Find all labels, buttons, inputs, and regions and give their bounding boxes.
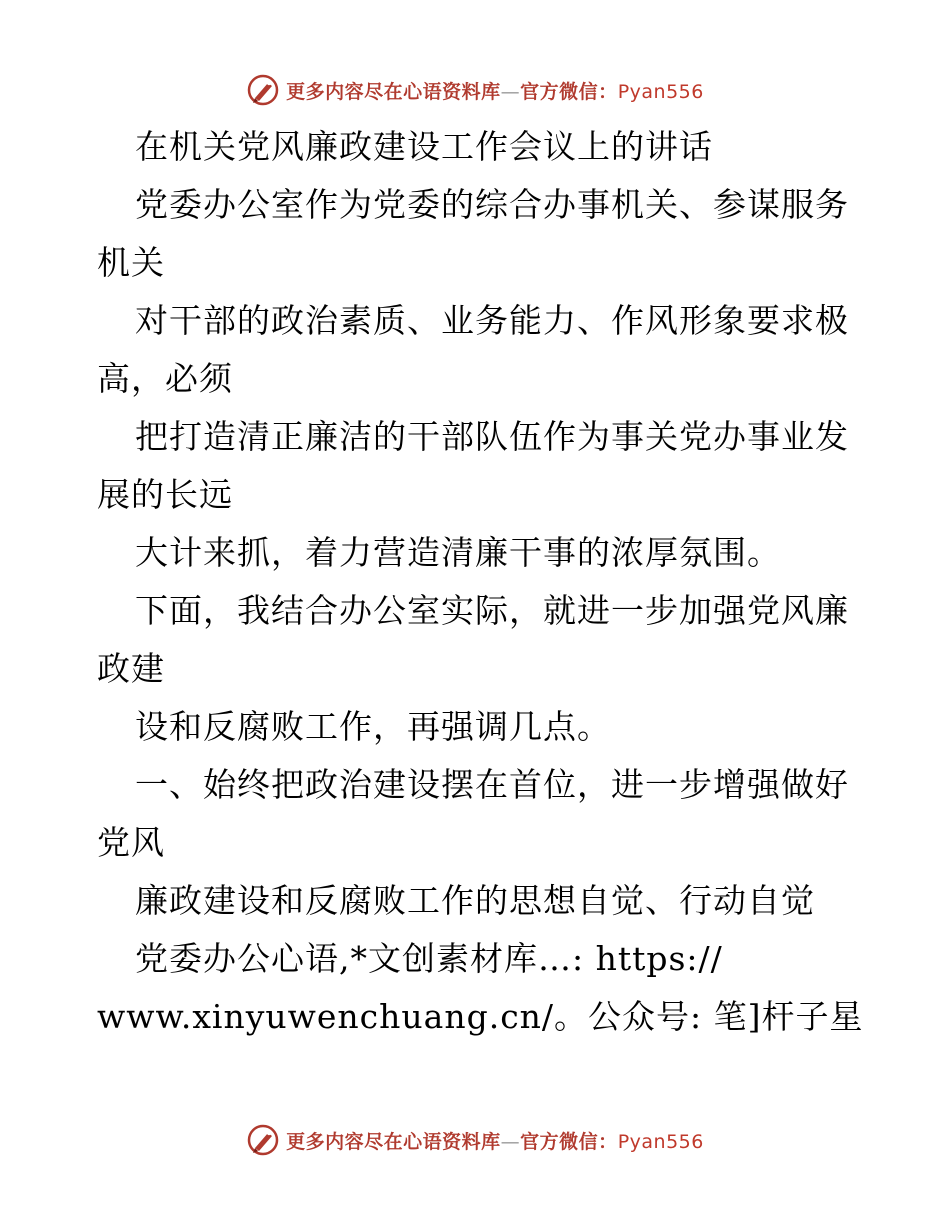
document-line: 把打造清正廉洁的干部队伍作为事关党办事业发 bbox=[135, 417, 849, 456]
header-wechat-label: 官方微信： bbox=[520, 80, 618, 103]
document-line: 大计来抓，着力营造清廉干事的浓厚氛围。 bbox=[135, 533, 781, 572]
document-line: 在机关党风廉政建设工作会议上的讲话 bbox=[135, 127, 713, 166]
document-body bbox=[97, 118, 864, 1046]
footer-banner-text bbox=[286, 1127, 704, 1154]
document-text bbox=[97, 118, 864, 1046]
document-line: 党委办公室作为党委的综合办事机关、参谋服务 bbox=[135, 185, 849, 224]
document-line: 机关 bbox=[97, 243, 165, 282]
footer-banner-inner bbox=[246, 1123, 704, 1157]
document-line: 党风 bbox=[97, 823, 165, 862]
header-watermark-banner bbox=[0, 70, 950, 110]
header-separator: — bbox=[500, 80, 521, 103]
footer-wechat-id: Pyan556 bbox=[617, 1130, 704, 1153]
document-line: 一、始终把政治建设摆在首位，进一步增强做好 bbox=[135, 765, 849, 804]
header-banner-inner bbox=[246, 73, 704, 107]
document-line: 廉政建设和反腐败工作的思想自觉、行动自觉 bbox=[135, 881, 815, 920]
footer-brand-text: 更多内容尽在心语资料库 bbox=[286, 1130, 501, 1153]
pen-logo-icon bbox=[246, 73, 280, 107]
header-brand-text: 更多内容尽在心语资料库 bbox=[286, 80, 501, 103]
document-line: 高，必须 bbox=[97, 359, 233, 398]
document-line: 政建 bbox=[97, 649, 165, 688]
document-line: www.xinyuwenchuang.cn/。公众号: 笔]杆子星 bbox=[97, 997, 864, 1036]
document-line: 对干部的政治素质、业务能力、作风形象要求极 bbox=[135, 301, 849, 340]
header-banner-text bbox=[286, 77, 704, 104]
footer-wechat-label: 官方微信： bbox=[520, 1130, 618, 1153]
header-wechat-id: Pyan556 bbox=[617, 80, 704, 103]
pen-logo-icon bbox=[246, 1123, 280, 1157]
footer-separator: — bbox=[500, 1130, 521, 1153]
document-line: 设和反腐败工作，再强调几点。 bbox=[135, 707, 611, 746]
document-line: 下面，我结合办公室实际，就进一步加强党风廉 bbox=[135, 591, 849, 630]
document-line: 展的长远 bbox=[97, 475, 233, 514]
document-line: 党委办公心语,*文创素材库…: https:// bbox=[135, 939, 723, 978]
footer-watermark-banner bbox=[0, 1120, 950, 1160]
